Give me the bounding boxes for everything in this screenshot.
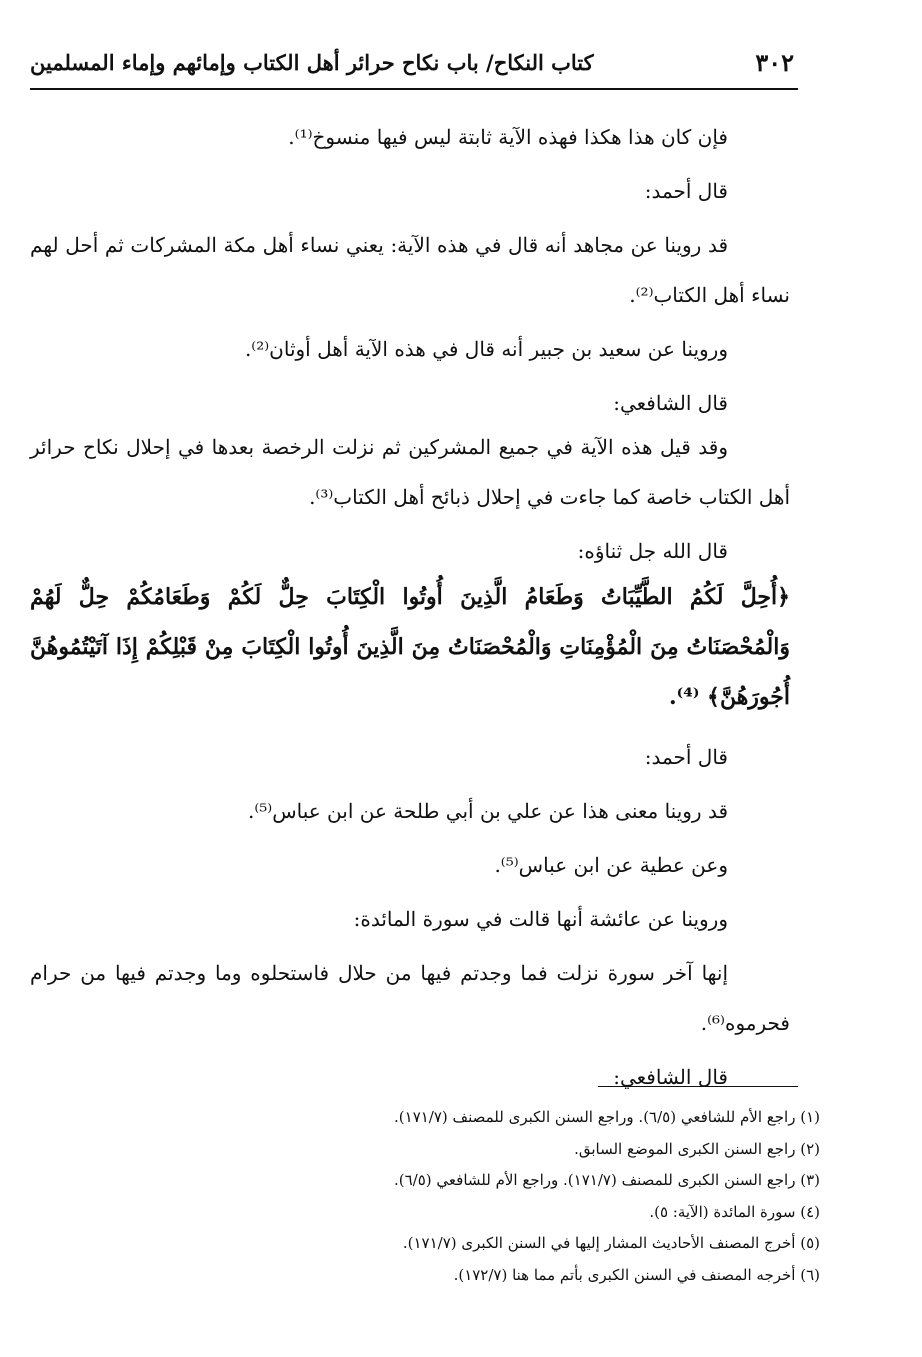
footnote: (٥) أخرج المصنف الأحاديث المشار إليها في السنن الكبرى (١٧١/٧). bbox=[402, 1234, 820, 1252]
speaker-line: قال أحمد: bbox=[644, 179, 728, 203]
speaker-line: قال الشافعي: bbox=[613, 1065, 728, 1089]
paragraph: وقد قيل هذه الآية في جميع المشركين ثم نزلت الرخصة بعدها في إحلال نكاح حرائر أهل الكتاب خاصة كما جاءت في إحلال ذبائح أهل الكتاب⁽³⁾. bbox=[30, 435, 790, 509]
footnotes bbox=[100, 1102, 820, 1291]
paragraph: وعن عطية عن ابن عباس⁽⁵⁾. bbox=[494, 853, 728, 877]
footnote: (٢) راجع السنن الكبرى الموضع السابق. bbox=[574, 1139, 820, 1158]
speaker-line: قال أحمد: bbox=[644, 745, 728, 769]
paragraph: فإن كان هذا هكذا فهذه الآية ثابتة ليس فيها منسوخ⁽¹⁾. bbox=[288, 125, 728, 149]
footnote: (١) راجع الأم للشافعي (٦/٥). وراجع السنن الكبرى للمصنف (١٧١/٧). bbox=[394, 1108, 820, 1126]
paragraph: وروينا عن سعيد بن جبير أنه قال في هذه الآية أهل أوثان⁽²⁾. bbox=[244, 337, 728, 361]
spacer bbox=[30, 722, 790, 732]
page-number: ٣٠٢ bbox=[755, 48, 794, 77]
footnote-divider bbox=[598, 1086, 798, 1087]
paragraph: إنها آخر سورة نزلت فما وجدتم فيها من حلال فاستحلوه وما وجدتم فيها من حرام فحرموه⁽⁶⁾. bbox=[30, 961, 790, 1035]
paragraph: وروينا عن عائشة أنها قالت في سورة المائدة: bbox=[353, 907, 728, 931]
running-title: كتاب النكاح/ باب نكاح حرائر أهل الكتاب وإمائهم وإماء المسلمين bbox=[30, 50, 594, 75]
paragraph: قد روينا عن مجاهد أنه قال في هذه الآية: يعني نساء أهل مكة المشركات ثم أحل لهم نساء أهل الكتاب⁽²⁾. bbox=[30, 233, 790, 307]
verse-intro: قال الله جل ثناؤه: bbox=[577, 539, 728, 563]
speaker-line: قال الشافعي: bbox=[613, 391, 728, 415]
page-header bbox=[30, 44, 798, 90]
quran-verse: ﴿أُحِلَّ لَكُمُ الطَّيِّبَاتُ وَطَعَامُ الَّذِينَ أُوتُوا الْكِتَابَ حِلٌّ لَكُمْ وَطَعَامُكُمْ حِلٌّ لَهُمْ وَالْمُحْصَنَاتُ مِنَ الْمُؤْمِنَاتِ وَالْمُحْصَنَاتُ مِنَ الَّذِينَ أُوتُوا الْكِتَابَ مِنْ قَبْلِكُمْ إِذَا آتَيْتُمُوهُنَّ أُجُورَهُنَّ﴾ ⁽⁴⁾. bbox=[30, 584, 790, 710]
paragraph: قد روينا معنى هذا عن علي بن أبي طلحة عن ابن عباس⁽⁵⁾. bbox=[247, 799, 728, 823]
footnote: (٣) راجع السنن الكبرى للمصنف (١٧١/٧). وراجع الأم للشافعي (٦/٥). bbox=[394, 1171, 820, 1189]
footnote: (٤) سورة المائدة (الآية: ٥). bbox=[649, 1202, 820, 1221]
main-text bbox=[30, 112, 790, 1106]
footnote: (٦) أخرجه المصنف في السنن الكبرى بأتم مما هنا (١٧٢/٧). bbox=[453, 1265, 820, 1284]
